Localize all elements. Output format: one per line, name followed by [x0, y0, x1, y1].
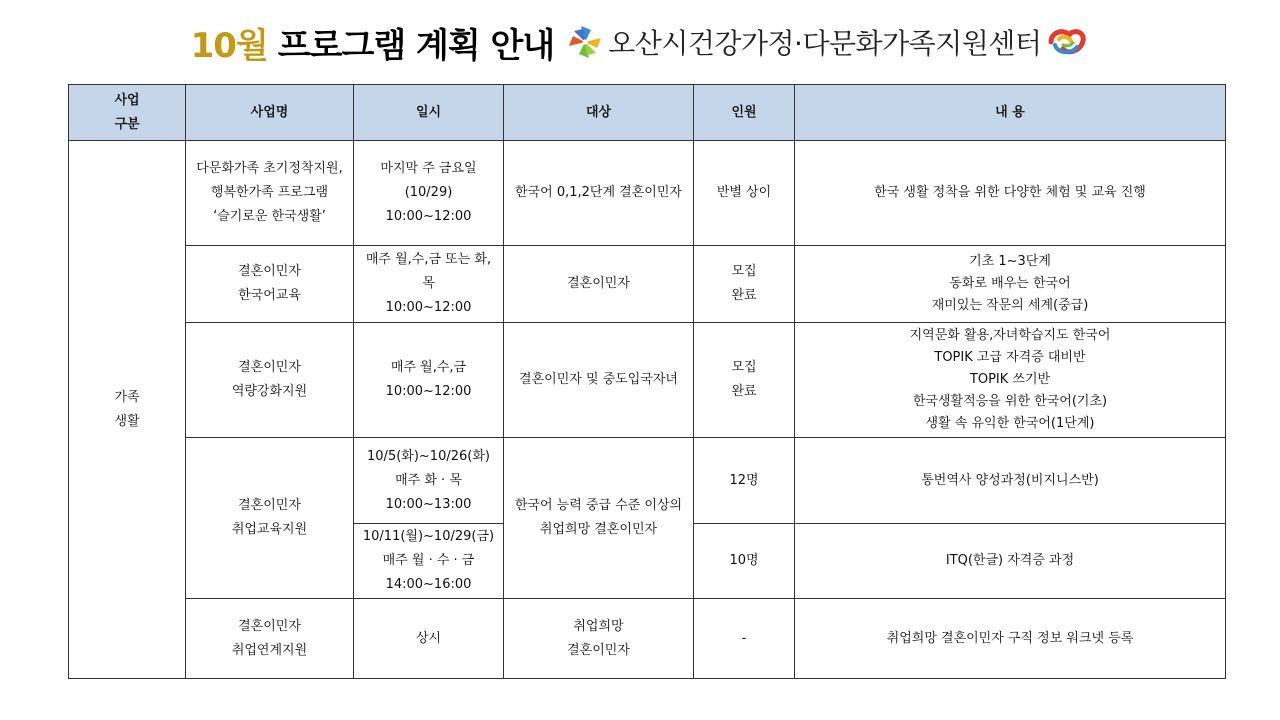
schedule-cell: 매주 월,수,금 10:00~12:00 [354, 323, 504, 438]
program-cell: 결혼이민자 취업연계지원 [186, 599, 354, 679]
heart-swirl-logo-icon [1045, 25, 1089, 59]
schedule-cell: 마지막 주 금요일 (10/29) 10:00~12:00 [354, 141, 504, 246]
content-cell: 통번역사 양성과정(비지니스반) [795, 438, 1226, 524]
schedule-cell: 10/11(월)~10/29(금) 매주 월 · 수 · 금 14:00~16:00 [354, 524, 504, 599]
capacity-cell: 12명 [694, 438, 795, 524]
content-cell: 취업희망 결혼이민자 구직 정보 워크넷 등록 [795, 599, 1226, 679]
target-cell: 한국어 0,1,2단계 결혼이민자 [504, 141, 694, 246]
header-content: 내 용 [795, 85, 1226, 141]
capacity-cell: - [694, 599, 795, 679]
program-plan-table [68, 84, 1226, 679]
program-cell: 결혼이민자 취업교육지원 [186, 438, 354, 599]
page-title: 프로그램 계획 안내 [277, 25, 555, 66]
schedule-cell: 매주 월,수,금 또는 화, 목 10:00~12:00 [354, 246, 504, 323]
schedule-cell: 상시 [354, 599, 504, 679]
program-cell: 다문화가족 초기정착지원, 행복한가족 프로그램 ‘슬기로운 한국생활’ [186, 141, 354, 246]
table-row [69, 323, 1226, 438]
capacity-cell: 모집 완료 [694, 246, 795, 323]
content-cell: 지역문화 활용,자녀학습지도 한국어 TOPIK 고급 자격증 대비반 TOPIK 쓰기반 한국생활적응을 위한 한국어(기초) 생활 속 유익한 한국어(1단계) [795, 323, 1226, 438]
capacity-cell: 반별 상이 [694, 141, 795, 246]
target-cell: 결혼이민자 [504, 246, 694, 323]
header-category: 사업 구분 [69, 85, 186, 141]
content-cell: ITQ(한글) 자격증 과정 [795, 524, 1226, 599]
program-cell: 결혼이민자 한국어교육 [186, 246, 354, 323]
target-cell: 결혼이민자 및 중도입국자녀 [504, 323, 694, 438]
schedule-cell: 10/5(화)~10/26(화) 매주 화 · 목 10:00~13:00 [354, 438, 504, 524]
capacity-cell: 10명 [694, 524, 795, 599]
program-cell: 결혼이민자 역량강화지원 [186, 323, 354, 438]
capacity-cell: 모집 완료 [694, 323, 795, 438]
pinwheel-logo-icon [566, 23, 604, 61]
title-month: 10월 [190, 25, 268, 66]
category-cell: 가족 생활 [69, 141, 186, 679]
table-header-row [69, 85, 1226, 141]
header-schedule: 일시 [354, 85, 504, 141]
header-program: 사업명 [186, 85, 354, 141]
center-name: 오산시건강가정·다문화가족지원센터 [608, 27, 1042, 60]
content-cell: 한국 생활 정착을 위한 다양한 체험 및 교육 진행 [795, 141, 1226, 246]
table-row [69, 599, 1226, 679]
table-row [69, 141, 1226, 246]
title-bar [0, 14, 1280, 70]
target-cell: 취업희망 결혼이민자 [504, 599, 694, 679]
header-capacity: 인원 [694, 85, 795, 141]
header-target: 대상 [504, 85, 694, 141]
target-cell: 한국어 능력 중급 수준 이상의 취업희망 결혼이민자 [504, 438, 694, 599]
table-row [69, 246, 1226, 323]
content-cell: 기초 1~3단계 동화로 배우는 한국어 재미있는 작문의 세계(중급) [795, 246, 1226, 323]
table-row [69, 438, 1226, 524]
